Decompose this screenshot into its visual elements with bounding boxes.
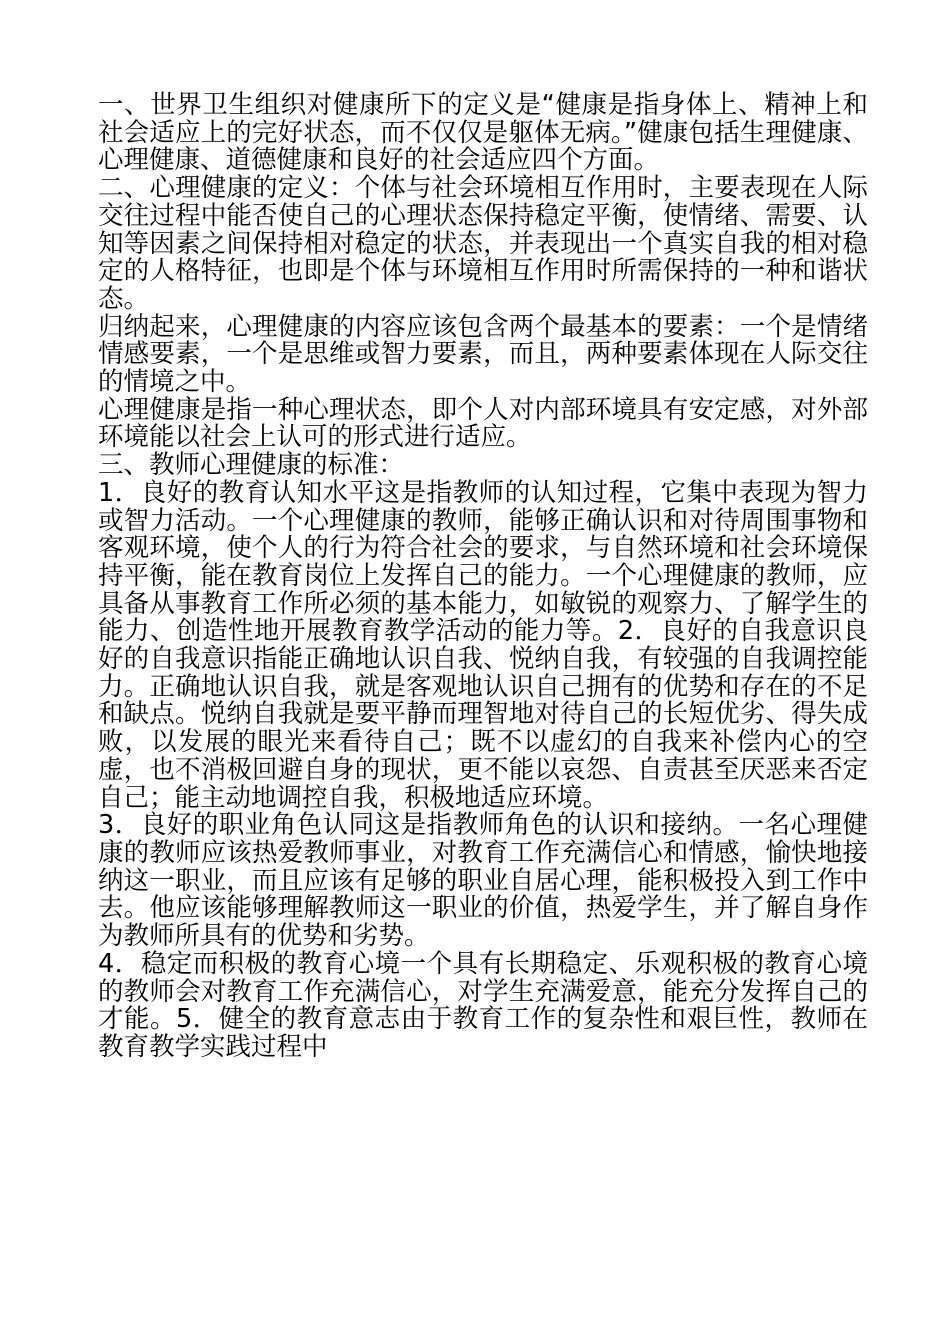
paragraph-standard-1-2: 1．良好的教育认知水平这是指教师的认知过程，它集中表现为智力或智力活动。一个心理健康的教师，能够正确认识和对待周围事物和客观环境，使个人的行为符合社会的要求，与自然环境和社会环境保持平衡，能在教育岗位上发挥自己的能力。一个心理健康的教师，应具备从事教育工作所必须的基本能力，如敏锐的观察力、了解学生的能力、创造性地开展教育教学活动的能力等。2．良好的自我意识良好的自我意识指能正确地认识自我、悦纳自我，有较强的自我调控能力。正确地认识自我，就是客观地认识自己拥有的优势和存在的不足和缺点。悦纳自我就是要平静而理智地对待自己的长短优劣、得失成败，以发展的眼光来看待自己；既不以虚幻的自我来补偿内心的空虚，也不消极回避自身的现状，更不能以哀怨、自责甚至厌恶来否定自己；能主动地调控自我，积极地适应环境。 <box>98 477 868 813</box>
paragraph-mental-state: 心理健康是指一种心理状态，即个人对内部环境具有安定感，对外部环境能以社会上认可的形式进行适应。 <box>98 394 868 453</box>
document-body <box>98 92 868 1062</box>
paragraph-summary-elements: 归纳起来，心理健康的内容应该包含两个最基本的要素：一个是情绪情感要素，一个是思维或智力要素，而且，两种要素体现在人际交往的情境之中。 <box>98 311 868 398</box>
paragraph-teacher-standards-heading: 三、教师心理健康的标准： <box>98 450 405 481</box>
paragraph-standard-4-5: 4．稳定而积极的教育心境一个具有长期稳定、乐观积极的教育心境的教师会对教育工作充满信心，对学生充满爱意，能充分发挥自己的才能。5．健全的教育意志由于教育工作的复杂性和艰巨性，教师在教育教学实践过程中 <box>98 948 868 1062</box>
paragraph-standard-3: 3．良好的职业角色认同这是指教师角色的认识和接纳。一名心理健康的教师应该热爱教师事业，对教育工作充满信心和情感，愉快地接纳这一职业，而且应该有足够的职业自居心理，能积极投入到工作中去。他应该能够理解教师这一职业的价值，热爱学生，并了解自身作为教师所具有的优势和劣势。 <box>98 810 868 952</box>
paragraph-who-definition: 一、世界卫生组织对健康所下的定义是“健康是指身体上、精神上和社会适应上的完好状态，而不仅仅是躯体无病。”健康包括生理健康、心理健康、道德健康和良好的社会适应四个方面。 <box>98 90 868 176</box>
paragraph-mental-health-definition: 二、心理健康的定义：个体与社会环境相互作用时，主要表现在人际交往过程中能否使自己的心理状态保持稳定平衡，使情绪、需要、认知等因素之间保持相对稳定的状态，并表现出一个真实自我的相对稳定的人格特征，也即是个体与环境相互作用时所需保持的一种和谐状态。 <box>98 173 868 314</box>
